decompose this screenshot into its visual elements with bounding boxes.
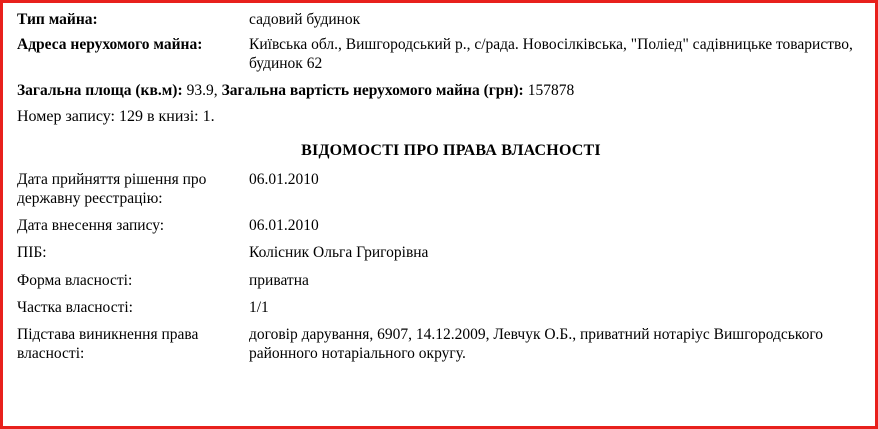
address-label: Адреса нерухомого майна: <box>17 35 203 53</box>
ownership-label: Частка власності: <box>17 298 133 316</box>
property-type-value: садовий будинок <box>249 11 361 28</box>
record-number-label: Номер запису: <box>17 107 115 125</box>
section-title: ВІДОМОСТІ ПРО ПРАВА ВЛАСНОСТІ <box>301 141 601 159</box>
ownership-label: Форма власності: <box>17 271 133 289</box>
address-value: Київська обл., Вишгородський р., с/рада. Новосілківська, "Поліед" садівницьке товариство, будинок 62 <box>249 35 853 72</box>
ownership-row-entry-date <box>17 216 865 235</box>
ownership-label: Дата внесення запису: <box>17 217 165 235</box>
total-value-value: 157878 <box>527 81 575 99</box>
record-number-value: 129 в книзі: 1. <box>118 107 215 125</box>
total-area-value: 93.9, <box>186 81 218 99</box>
ownership-row-full-name <box>17 243 865 262</box>
property-type-label: Тип майна: <box>17 11 98 28</box>
ownership-value: Колісник Ольга Григорівна <box>249 244 429 262</box>
ownership-label: Дата прийняття рішення про державну реєстрацію: <box>17 170 207 207</box>
ownership-row-ownership-form <box>17 271 865 290</box>
ownership-row-share <box>17 298 865 317</box>
ownership-value: 06.01.2010 <box>249 217 319 235</box>
ownership-value: договір дарування, 6907, 14.12.2009, Левчук О.Б., приватний нотаріус Вишгородського районного нотаріального округу. <box>249 326 824 363</box>
ownership-row-basis <box>17 325 865 363</box>
ownership-label: ПІБ: <box>17 244 47 262</box>
document-body <box>3 3 875 363</box>
ownership-label: Підстава виникнення права власності: <box>17 326 199 363</box>
ownership-value: 1/1 <box>249 298 269 316</box>
area-and-value-row <box>17 82 865 100</box>
ownership-value: приватна <box>249 271 309 289</box>
property-type-row <box>17 11 865 30</box>
total-area-label: Загальна площа (кв.м): <box>17 81 183 99</box>
address-row <box>17 36 865 74</box>
total-value-label: Загальна вартість нерухомого майна (грн): <box>221 81 524 99</box>
ownership-row-decision-date <box>17 170 865 208</box>
ownership-value: 06.01.2010 <box>249 170 319 188</box>
record-number-row <box>17 108 865 126</box>
